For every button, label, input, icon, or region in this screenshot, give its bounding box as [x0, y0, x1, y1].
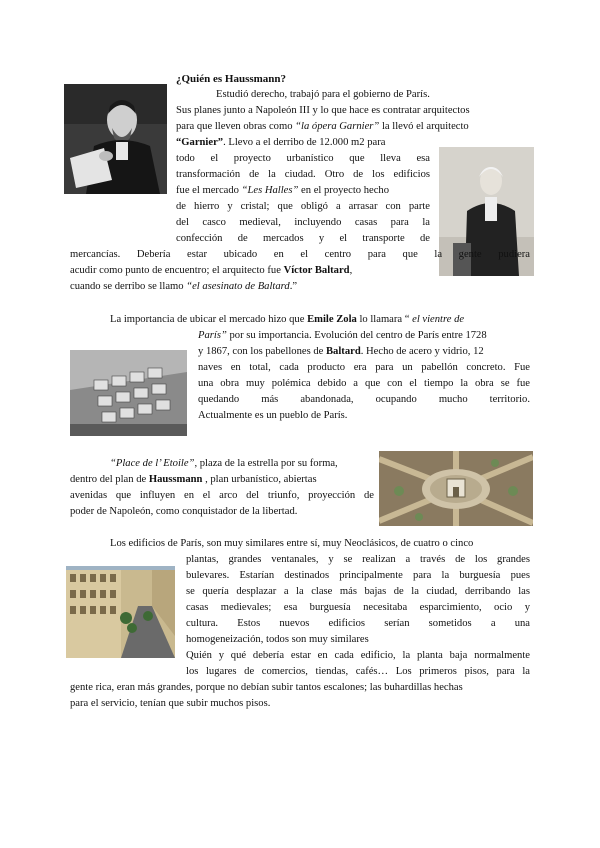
text-line: homogeneización, todos son muy similares: [186, 634, 369, 645]
section-title: ¿Quién es Haussmann?: [176, 73, 287, 85]
text-line: de hierro y cristal; que obligó a arrasar con parte: [176, 201, 430, 212]
text-line: gente rica, eran más grandes, porque no debían subir tantos escalones; las buhardillas hechas: [70, 682, 463, 693]
text-line: casas medievales; esa burguesía necesitaba esparcimiento, ocio y: [186, 602, 530, 613]
text-line: avenidas que influyen en el arco del triunfo, proyección de: [70, 490, 374, 501]
text-line: los lugares de comercios, tiendas, cafés… Los primeros pisos, para la: [186, 666, 530, 677]
text-line: acudir como punto de encuentro; el arquitecto fue Víctor Baltard,: [70, 265, 353, 276]
les-halles-aerial-photo: [70, 350, 187, 436]
text-line: fue el mercado “Les Halles” en el proyecto hecho: [176, 185, 390, 196]
text-line: plantas, grandes ventanales, y se realizan a través de los grandes: [186, 554, 530, 565]
text-line: transformación de la ciudad. Otro de los edificios: [176, 169, 430, 180]
place-etoile-aerial-photo: [379, 451, 533, 526]
text-line: Actualmente es un pueblo de París.: [198, 410, 348, 421]
text-line: confección de mercados y el transporte de: [176, 233, 430, 244]
text-line: “Garnier”. Llevo a el derribo de 12.000 m2 para: [176, 137, 386, 148]
text-line: París” por su importancia. Evolución del centro de París entre 1728: [198, 330, 487, 341]
paris-boulevard-photo: [66, 566, 175, 658]
text-line: bulevares. Estarían destinados principalmente para la burguesía pues: [186, 570, 530, 581]
text-line: cuando se derribo se llamo “el asesinato de Baltard.”: [70, 281, 298, 292]
text-line: y 1867, con los pabellones de Baltard. Hecho de acero y vidrio, 12: [198, 346, 484, 357]
text-line: del casco medieval, incluyendo casas para la: [176, 217, 430, 228]
text-line: se quería desplazar a la clase más bajas de la ciudad, derribando las: [186, 586, 530, 597]
text-line: todo el proyecto urbanístico que lleva esa: [176, 153, 430, 164]
text-line: para que lleven obras como “la ópera Garnier” la llevó el arquitecto: [176, 121, 469, 132]
text-line: para el servicio, tenían que subir muchos pisos.: [70, 698, 271, 709]
text-line: mercancías. Debería estar ubicado en el centro para que la gente pudiera: [70, 249, 530, 260]
text-line: Los edificios de París, son muy similares entre sí, muy Neoclásicos, de cuatro o cinco: [110, 538, 474, 549]
text-line: “Place de l’ Etoile”, plaza de la estrella por su forma,: [110, 458, 338, 469]
text-line: dentro del plan de Haussmann , plan urbanístico, abiertas: [70, 474, 317, 485]
text-line: Quién y qué debería estar en cada edificio, la planta baja normalmente: [186, 650, 530, 661]
text-line: naves en total, cada producto era para un pabellón concreto. Fue: [198, 362, 530, 373]
text-line: una obra muy polémica debido a que con el tiempo la obra se fue: [198, 378, 530, 389]
text-line: quedando más abandonada, ocupando mucho territorio.: [198, 394, 530, 405]
haussmann-portrait-photo: [64, 84, 167, 194]
text-line: Sus planes junto a Napoleón III y lo que hace es contratar arquitectos: [176, 105, 470, 116]
text-line: Estudió derecho, trabajó para el gobierno de París.: [216, 89, 430, 100]
text-line: poder de Napoleón, como conquistador de la libertad.: [70, 506, 298, 517]
text-line: cultura. Estos nuevos edificios serían sometidos a una: [186, 618, 530, 629]
text-line: La importancia de ubicar el mercado hizo que Emile Zola lo llamara “ el vientre de: [110, 314, 465, 325]
